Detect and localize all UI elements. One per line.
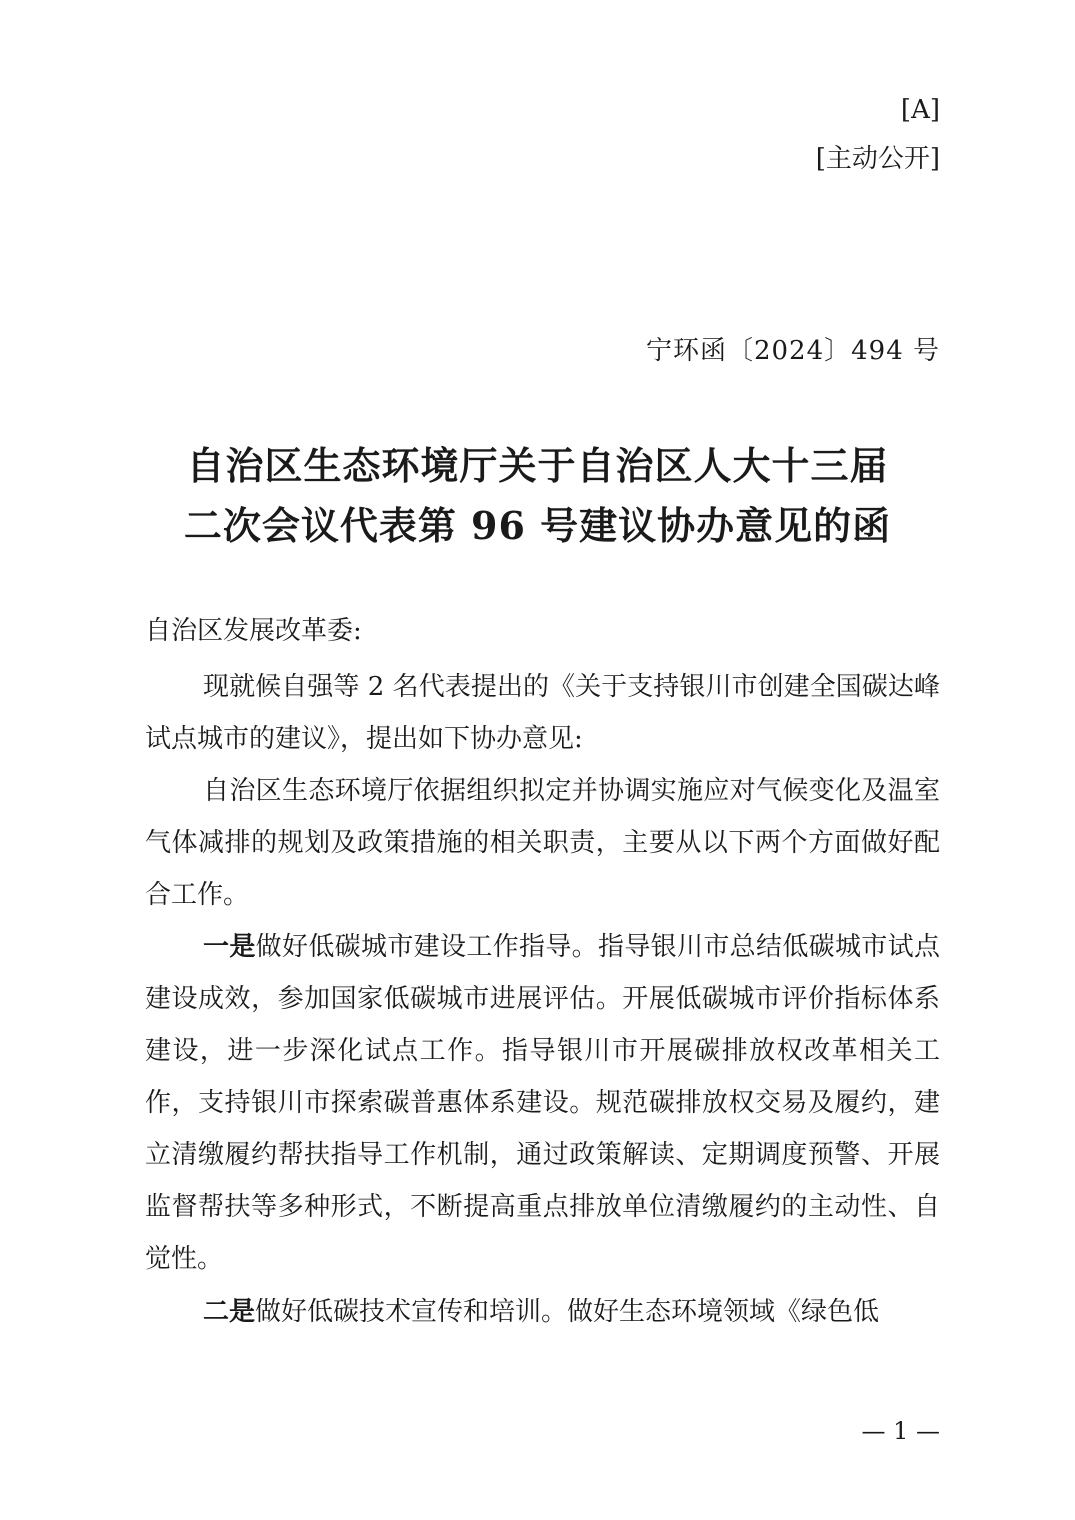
second-point-text: 做好低碳技术宣传和培训。做好生态环境领域《绿色低: [255, 1297, 880, 1327]
second-point-lead: 二是: [203, 1297, 256, 1327]
basis-paragraph: [145, 765, 940, 921]
document-title-line-2: 二次会议代表第 96 号建议协办意见的函: [183, 503, 892, 548]
first-point-paragraph: [145, 921, 940, 1285]
basis-text: 自治区生态环境厅依据组织拟定并协调实施应对气候变化及温室气体减排的规划及政策措施的相关职责，主要从以下两个方面做好配合工作。: [145, 776, 940, 910]
page-number: — 1 —: [861, 1417, 940, 1445]
document-number: 宁环函〔2024〕494 号: [645, 336, 940, 366]
classification-label: [A]: [900, 95, 940, 125]
document-title-line-1: 自治区生态环境厅关于自治区人大十三届: [186, 443, 889, 488]
disclosure-label: [主动公开]: [815, 144, 940, 174]
intro-paragraph: [145, 661, 940, 765]
intro-text: 现就候自强等 2 名代表提出的《关于支持银川市创建全国碳达峰试点城市的建议》，提出如下协办意见:: [145, 672, 940, 754]
first-point-lead: 一是: [203, 932, 256, 962]
recipient: [145, 605, 940, 657]
second-point-paragraph: [145, 1286, 940, 1338]
first-point-text: 做好低碳城市建设工作指导。指导银川市总结低碳城市试点建设成效，参加国家低碳城市进展评估。开展低碳城市评价指标体系建设，进一步深化试点工作。指导银川市开展碳排放权改革相关工作，支持银川市探索碳普惠体系建设。规范碳排放权交易及履约，建立清缴履约帮扶指导工作机制，通过政策解读、定期调度预警、开展监督帮扶等多种形式，不断提高重点排放单位清缴履约的主动性、自觉性。: [145, 932, 940, 1274]
recipient-text: 自治区发展改革委:: [145, 616, 362, 646]
